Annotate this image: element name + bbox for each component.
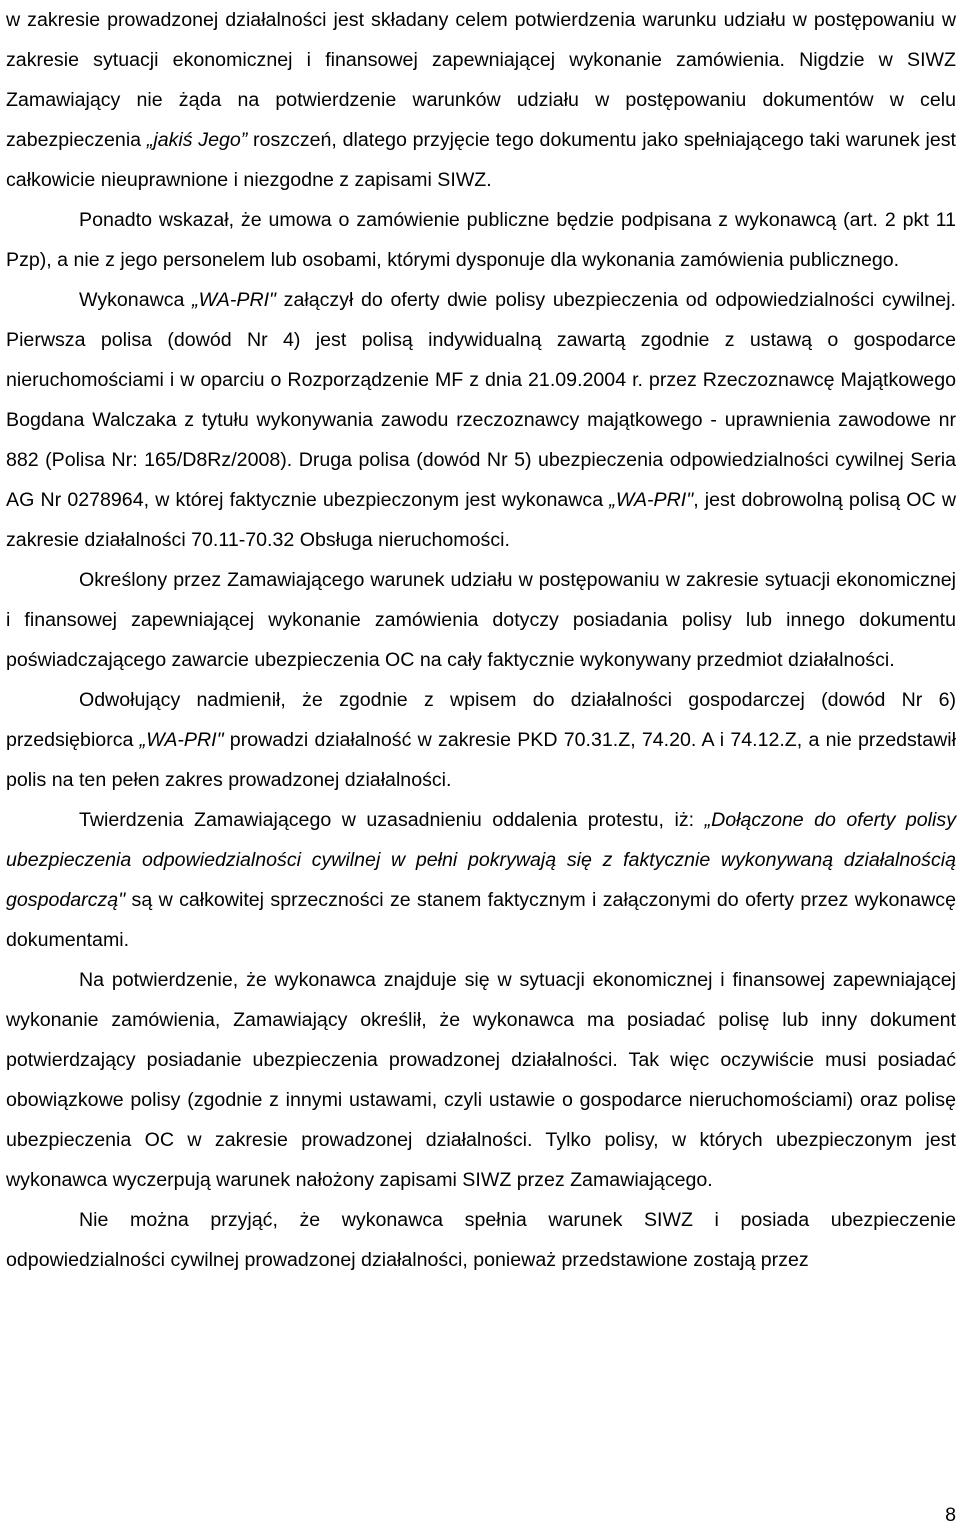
- paragraph: [6, 800, 956, 960]
- text-run: Wykonawca: [79, 289, 193, 311]
- paragraph: [6, 680, 956, 800]
- italic-quote: „WA-PRI": [609, 489, 694, 511]
- italic-quote: „Dołączone do oferty polisy ubezpieczenia odpowiedzialności cywilnej w pełni pokrywają się z faktycznie wykonywaną działalnością gospodarczą": [6, 809, 956, 911]
- paragraph: [6, 960, 956, 1200]
- paragraph: [6, 1200, 956, 1280]
- text-run: roszczeń, dlatego przyjęcie tego dokumentu jako spełniającego taki warunek jest całkowicie nieuprawnione i niezgodne z zapisami SIWZ.: [6, 129, 957, 191]
- paragraph: [6, 280, 956, 560]
- text-run: prowadzi działalność w zakresie PKD 70.31.Z, 74.20. A i 74.12.Z, a nie przedstawił polis na ten pełen zakres prowadzonej działalności.: [6, 729, 956, 791]
- italic-quote: „jakiś Jego”: [146, 129, 248, 151]
- text-run: są w całkowitej sprzeczności ze stanem faktycznym i załączonymi do oferty przez wykonawcę dokumentami.: [6, 889, 956, 951]
- text-run: załączył do oferty dwie polisy ubezpieczenia od odpowiedzialności cywilnej. Pierwsza polisa (dowód Nr 4) jest polisą indywidualną zawartą zgodnie z ustawą o gospodarce nieruchomościami i w oparciu o Rozporządzenie MF z dnia 21.09.2004 r. przez Rzeczoznawcę Majątkowego Bogdana Walczaka z tytułu wykonywania zawodu rzeczoznawcy majątkowego - uprawnienia zawodowe nr 882 (Polisa Nr: 165/D8Rz/2008). Druga polisa (dowód Nr 5) ubezpieczenia odpowiedzialności cywilnej Seria AG Nr 0278964, w której faktycznie ubezpieczonym jest wykonawca: [6, 289, 956, 511]
- text-run: Odwołujący nadmienił, że zgodnie z wpisem do działalności gospodarczej (dowód Nr 6) przedsiębiorca: [6, 689, 956, 751]
- paragraph: [6, 0, 956, 200]
- text-run: Ponadto wskazał, że umowa o zamówienie publiczne będzie podpisana z wykonawcą (art. 2 pkt 11 Pzp), a nie z jego personelem lub osobami, którymi dysponuje dla wykonania zamówienia publicznego.: [6, 209, 956, 271]
- italic-quote: „WA-PRI": [139, 729, 224, 751]
- text-run: , jest dobrowolną polisą OC w zakresie działalności 70.11-70.32 Obsługa nieruchomości.: [6, 489, 956, 551]
- paragraph: [6, 560, 956, 680]
- page-number: 8: [945, 1504, 956, 1526]
- text-run: Określony przez Zamawiającego warunek udziału w postępowaniu w zakresie sytuacji ekonomicznej i finansowej zapewniającej wykonanie zamówienia dotyczy posiadania polisy lub innego dokumentu poświadczającego zawarcie ubezpieczenia OC na cały faktycznie wykonywany przedmiot działalności.: [6, 569, 956, 671]
- document-body: [6, 0, 956, 1280]
- text-run: Nie można przyjąć, że wykonawca spełnia warunek SIWZ i posiada ubezpieczenie odpowiedzialności cywilnej prowadzonej działalności, ponieważ przedstawione zostają przez: [6, 1209, 956, 1271]
- text-run: w zakresie prowadzonej działalności jest składany celem potwierdzenia warunku udziału w postępowaniu w zakresie sytuacji ekonomicznej i finansowej zapewniającej wykonanie zamówienia. Nigdzie w SIWZ Zamawiający nie żąda na potwierdzenie warunków udziału w postępowaniu dokumentów w celu zabezpieczenia: [6, 9, 956, 151]
- text-run: Na potwierdzenie, że wykonawca znajduje się w sytuacji ekonomicznej i finansowej zapewniającej wykonanie zamówienia, Zamawiający określił, że wykonawca ma posiadać polisę lub inny dokument potwierdzający posiadanie ubezpieczenia prowadzonej działalności. Tak więc oczywiście musi posiadać obowiązkowe polisy (zgodnie z innymi ustawami, czyli ustawie o gospodarce nieruchomościami) oraz polisę ubezpieczenia OC w zakresie prowadzonej działalności. Tylko polisy, w których ubezpieczonym jest wykonawca wyczerpują warunek nałożony zapisami SIWZ przez Zamawiającego.: [6, 969, 956, 1191]
- paragraph: [6, 200, 956, 280]
- text-run: Twierdzenia Zamawiającego w uzasadnieniu oddalenia protestu, iż:: [79, 809, 705, 831]
- italic-quote: „WA-PRI": [192, 289, 277, 311]
